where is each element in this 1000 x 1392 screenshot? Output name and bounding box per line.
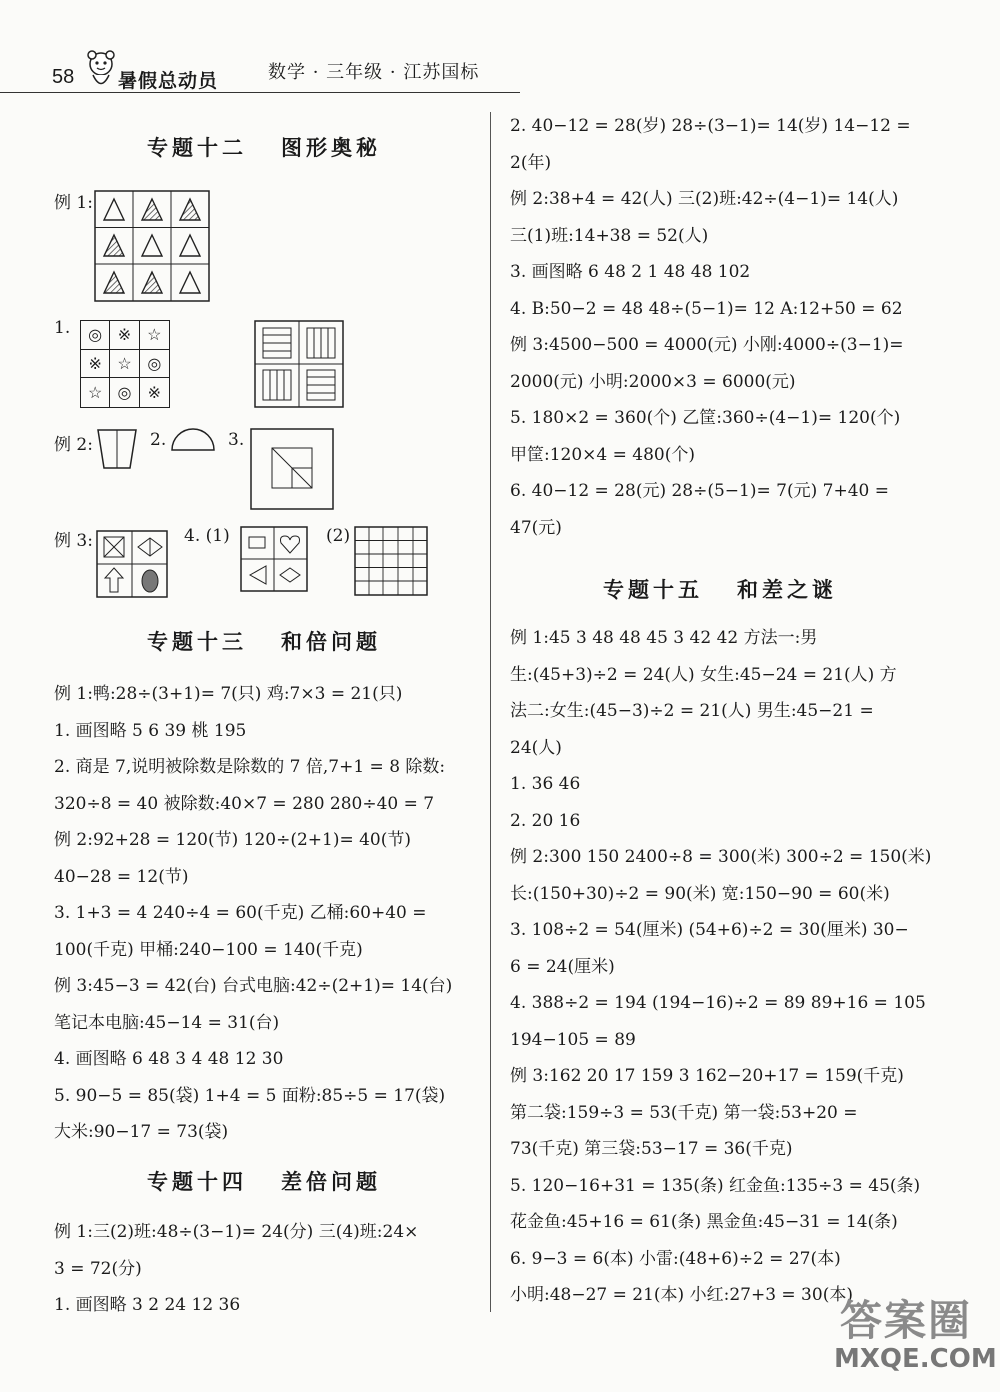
answer-line: 例 2:92+28 = 120(节) 120÷(2+1)= 40(节) — [54, 830, 411, 850]
answer-line: 3. 画图略 6 48 2 1 48 48 102 — [510, 262, 751, 282]
q4a-shape-grid — [240, 526, 308, 592]
q1-symbol-grid — [80, 320, 170, 408]
answer-line: 例 1:45 3 48 48 45 3 42 42 方法一:男 — [510, 628, 818, 648]
answer-line: 大米:90−17 = 73(袋) — [54, 1122, 229, 1142]
answer-line: 笔记本电脑:45−14 = 31(台) — [54, 1012, 280, 1033]
column-divider — [490, 112, 491, 1312]
page-header — [0, 0, 1000, 100]
symbol-cell: ※ — [81, 350, 110, 379]
answer-line: 甲筐:120×4 = 480(个) — [510, 444, 695, 465]
header-rule — [0, 92, 520, 93]
answer-line: 100(千克) 甲桶:240−100 = 140(千克) — [54, 939, 363, 960]
symbol-cell: ◎ — [81, 321, 110, 350]
answer-line: 5. 120−16+31 = 135(条) 红金鱼:135÷3 = 45(条) — [510, 1175, 921, 1196]
answer-line: 24(人) — [510, 737, 562, 758]
answer-line: 6. 9−3 = 6(本) 小雷:(48+6)÷2 = 27(本) — [510, 1248, 841, 1269]
answer-line: 2. 20 16 — [510, 810, 581, 831]
ex2-trapezoid — [96, 428, 138, 470]
answer-line: 例 2:38+4 = 42(人) 三(2)班:42÷(4−1)= 14(人) — [510, 189, 899, 209]
book-subtitle: 数学 · 三年级 · 江苏国标 — [268, 62, 480, 83]
section-14-content — [54, 1214, 474, 1324]
ex2-label: 例 2: — [54, 435, 93, 455]
answer-line: 2000(元) 小明:2000×3 = 6000(元) — [510, 371, 796, 392]
symbol-cell: ◎ — [140, 350, 169, 379]
q3-square-figure — [250, 428, 334, 510]
q4a-label: 4. (1) — [184, 526, 230, 546]
q2-semicircle — [170, 428, 216, 452]
symbol-cell: ☆ — [81, 378, 110, 407]
page-number: 58 — [52, 66, 75, 88]
book-title: 暑假总动员 — [118, 70, 219, 92]
answer-line: 法二:女生:(45−3)÷2 = 21(人) 男生:45−21 = — [510, 701, 874, 721]
answer-line: 2. 商是 7,说明被除数是除数的 7 倍,7+1 = 8 除数: — [54, 757, 446, 777]
answer-line: 例 3:162 20 17 159 3 162−20+17 = 159(千克) — [510, 1066, 904, 1086]
answer-line: 1. 画图略 5 6 39 桃 195 — [54, 720, 247, 741]
answer-line: 194−105 = 89 — [510, 1029, 636, 1050]
answer-line: 3 = 72(分) — [54, 1258, 142, 1279]
section-13-content — [54, 676, 474, 1151]
answer-line: 1. 画图略 3 2 24 12 36 — [54, 1295, 241, 1315]
answer-line: 小明:48−27 = 21(本) 小红:27+3 = 30(本) — [510, 1285, 853, 1305]
answer-line: 例 1:三(2)班:48÷(3−1)= 24(分) 三(4)班:24× — [54, 1222, 419, 1242]
ex3-shape-grid — [96, 530, 168, 598]
ex3-label: 例 3: — [54, 531, 93, 551]
section-13-title: 专题十三 和倍问题 — [147, 630, 381, 654]
mascot-icon — [84, 48, 118, 96]
answer-line: 40−28 = 12(节) — [54, 866, 189, 887]
q3-label: 3. — [228, 430, 245, 450]
section-14-title: 专题十四 差倍问题 — [147, 1170, 381, 1194]
ex1-label: 例 1: — [54, 193, 93, 213]
answer-line: 4. B:50−2 = 48 48÷(5−1)= 12 A:12+50 = 62 — [510, 298, 903, 319]
answer-line: 2. 40−12 = 28(岁) 28÷(3−1)= 14(岁) 14−12 = — [510, 116, 911, 136]
watermark-title: 答案圈 — [840, 1296, 973, 1345]
symbol-cell: ◎ — [110, 378, 139, 407]
answer-line: 花金鱼:45+16 = 61(条) 黑金鱼:45−31 = 14(条) — [510, 1212, 898, 1232]
answer-line: 第二袋:159÷3 = 53(千克) 第一袋:53+20 = — [510, 1102, 858, 1123]
symbol-cell: ☆ — [110, 350, 139, 379]
section-12-title: 专题十二 图形奥秘 — [147, 136, 381, 160]
answer-line: 320÷8 = 40 被除数:40×7 = 280 280÷40 = 7 — [54, 793, 435, 814]
answer-line: 4. 388÷2 = 194 (194−16)÷2 = 89 89+16 = 105 — [510, 993, 926, 1013]
q4b-square-grid — [354, 526, 428, 596]
answer-line: 生:(45+3)÷2 = 24(人) 女生:45−24 = 21(人) 方 — [510, 664, 897, 685]
answer-line: 73(千克) 第三袋:53−17 = 36(千克) — [510, 1139, 793, 1159]
section-15-content — [510, 620, 930, 1314]
answer-line: 三(1)班:14+38 = 52(人) — [510, 225, 709, 246]
answer-line: 4. 画图略 6 48 3 4 48 12 30 — [54, 1049, 284, 1069]
answer-line: 6 = 24(厘米) — [510, 956, 615, 977]
q1-stripe-grid — [254, 320, 344, 408]
answer-line: 例 3:45−3 = 42(台) 台式电脑:42÷(2+1)= 14(台) — [54, 976, 453, 996]
answer-line: 1. 36 46 — [510, 774, 581, 794]
watermark-logo — [826, 1288, 996, 1386]
answer-line: 例 1:鸭:28÷(3+1)= 7(只) 鸡:7×3 = 21(只) — [54, 684, 403, 704]
ex1-triangle-grid — [94, 190, 210, 302]
q1-label: 1. — [54, 318, 71, 338]
q2-label: 2. — [150, 430, 167, 450]
answer-line: 2(年) — [510, 152, 552, 173]
answer-line: 5. 180×2 = 360(个) 乙筐:360÷(4−1)= 120(个) — [510, 408, 901, 428]
q4b-label: (2) — [326, 526, 351, 546]
watermark-url: MXQE.COM — [834, 1344, 997, 1374]
answer-line: 例 3:4500−500 = 4000(元) 小刚:4000÷(3−1)= — [510, 335, 904, 355]
symbol-cell: ※ — [110, 321, 139, 350]
answer-line: 长:(150+30)÷2 = 90(米) 宽:150−90 = 60(米) — [510, 883, 890, 904]
answer-line: 47(元) — [510, 517, 562, 538]
symbol-cell: ☆ — [140, 321, 169, 350]
section-15-title: 专题十五 和差之谜 — [603, 578, 837, 602]
answer-line: 例 2:300 150 2400÷8 = 300(米) 300÷2 = 150(米) — [510, 847, 932, 867]
symbol-cell: ※ — [147, 383, 162, 403]
answer-line: 6. 40−12 = 28(元) 28÷(5−1)= 7(元) 7+40 = — [510, 481, 889, 501]
answer-line: 3. 108÷2 = 54(厘米) (54+6)÷2 = 30(厘米) 30− — [510, 920, 909, 940]
answer-line: 3. 1+3 = 4 240÷4 = 60(千克) 乙桶:60+40 = — [54, 903, 427, 923]
answer-line: 5. 90−5 = 85(袋) 1+4 = 5 面粉:85÷5 = 17(袋) — [54, 1085, 446, 1106]
section-14-continued — [510, 108, 930, 546]
